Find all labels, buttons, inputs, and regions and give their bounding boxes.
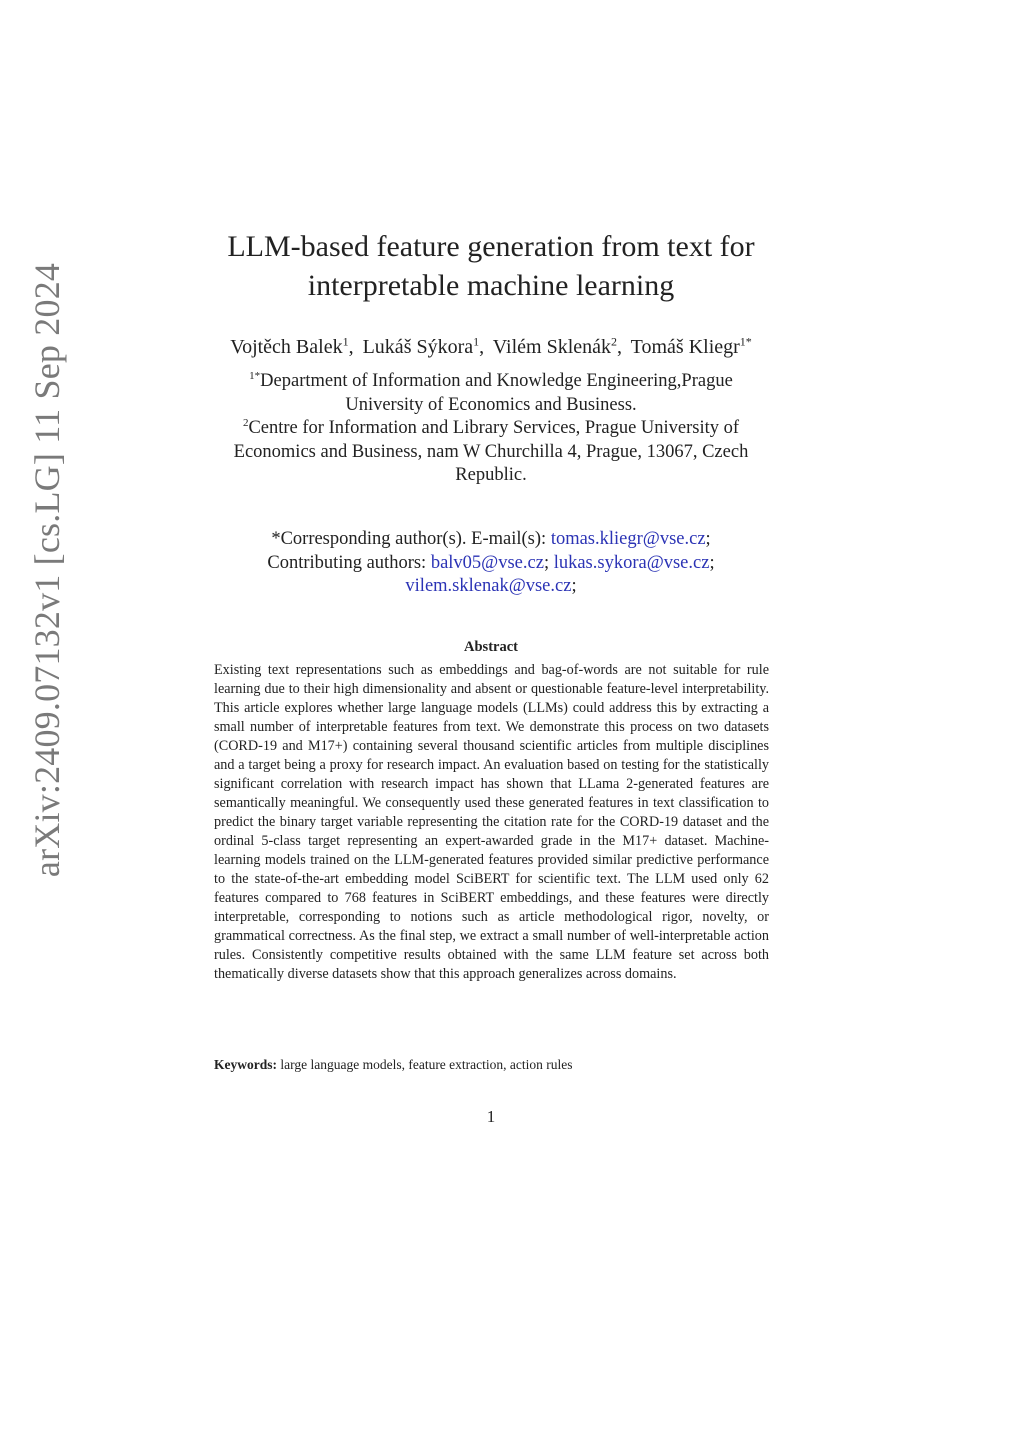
author-name-text: Lukáš Sýkora (362, 336, 474, 358)
email-link[interactable]: vilem.sklenak@vse.cz (405, 576, 572, 596)
contributing-label: Contributing authors: (267, 552, 427, 573)
author-affiliation-mark: 1* (739, 334, 752, 349)
author-name (363, 336, 485, 358)
author-name (493, 336, 622, 358)
punctuation: ; (571, 576, 577, 596)
abstract-text: Existing text representations such as embeddings and bag-of-words are not suitable for rule learning due to their high dimensionality and absent or questionable feature-level interpretability. This article explores whether large language models (LLMs) could address this by extracting a small number of interpretable features from text. We demonstrate this process on two datasets (CORD-19 and M17+) containing several thousand scientific articles from multiple disciplines and a target being a proxy for research impact. An evaluation based on testing for the statistically significant correlation with research impact has shown that LLama 2-generated features are semantically meaningful. We consequently used these generated features in text classification to predict the binary target variable representing the citation rate for the CORD-19 dataset and the ordinal 5-class target representing an expert-awarded grade in the M17+ dataset. Machine-learning models trained on the LLM-generated features provided similar predictive performance to the state-of-the-art embedding model SciBERT for scientific text. The LLM used only 62 features compared to 768 features in SciBERT embeddings, and these features were directly interpretable, corresponding to notions such as article methodological rigor, novelty, or grammatical correctness. As the final step, we extract a small number of well-interpretable action rules. Consistently competitive results obtained with the same LLM feature set across both thematically diverse datasets show that this approach generalizes across domains. (214, 662, 769, 982)
title-line-1: LLM-based feature generation from text for (227, 230, 755, 263)
affiliation-line: Economics and Business, nam W Churchilla 4, Prague, 13067, Czech (233, 441, 749, 462)
email-link[interactable]: lukas.sykora@vse.cz (553, 552, 710, 573)
affiliation-mark: 1* (249, 369, 261, 382)
keywords (214, 1055, 769, 1074)
affiliation-line (200, 417, 782, 441)
punctuation: ; (709, 552, 715, 573)
author-affiliation-mark: 1 (342, 334, 349, 349)
affiliation-line: University of Economics and Business. (345, 394, 637, 415)
author-name (631, 336, 752, 358)
author-affiliation-mark: 2 (611, 334, 618, 349)
affiliation-text: Centre for Information and Library Services, Prague University of (248, 418, 740, 438)
author-list (160, 334, 822, 360)
author-name (230, 336, 353, 358)
affiliation-2 (200, 417, 782, 488)
punctuation: ; (543, 552, 550, 573)
affiliation-line (200, 370, 782, 394)
author-separator: , (348, 336, 354, 358)
keywords-label: Keywords: (214, 1057, 277, 1072)
page-number: 1 (486, 1107, 496, 1126)
contact-block (200, 528, 782, 599)
email-link[interactable]: tomas.kliegr@vse.cz (550, 529, 706, 549)
email-link[interactable]: balv05@vse.cz (430, 552, 544, 573)
author-separator: , (479, 336, 485, 358)
affiliations (200, 370, 782, 488)
title-line-2: interpretable machine learning (307, 269, 675, 302)
author-separator: , (617, 336, 623, 358)
paper-title (200, 227, 782, 305)
author-name-text: Vojtěch Balek (230, 336, 343, 358)
author-affiliation-mark: 1 (473, 334, 480, 349)
contributing-line (200, 552, 782, 576)
author-name-text: Vilém Sklenák (492, 336, 612, 358)
contributing-line-2 (200, 575, 782, 599)
abstract-heading: Abstract (464, 639, 518, 655)
corresponding-line (200, 528, 782, 552)
punctuation: ; (705, 529, 711, 549)
affiliation-1 (200, 370, 782, 417)
keywords-text: large language models, feature extraction, action rules (280, 1057, 573, 1072)
affiliation-text: Department of Information and Knowledge Engineering,Prague (260, 371, 733, 391)
author-name-text: Tomáš Kliegr (630, 336, 740, 358)
affiliation-mark: 2 (242, 416, 249, 429)
affiliation-line: Republic. (455, 465, 527, 485)
corresponding-label: *Corresponding author(s). E-mail(s): (271, 529, 547, 549)
arxiv-identifier: arXiv:2409.07132v1 [cs.LG] 11 Sep 2024 (27, 262, 67, 878)
